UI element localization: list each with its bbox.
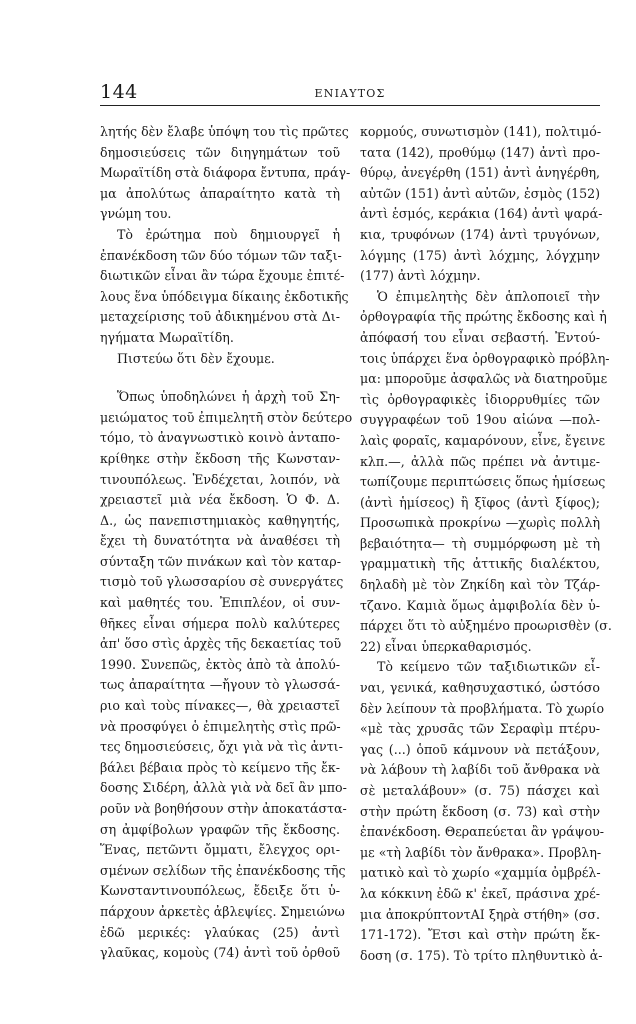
text-line: γραμματικὴ τῆς ἀττικῆς διαλέκτου, [360, 556, 600, 572]
text-line: ἀπόφασή του εἶναι σεβαστή. Ἐντού- [360, 329, 600, 345]
paragraph [360, 122, 603, 287]
text-line: τζανο. Καμιὰ ὅμως ἀμφιβολία δὲν ὑ- [360, 597, 600, 613]
text-line: 171-172). Ἔτσι καὶ στὴν πρώτη ἔκ- [360, 927, 600, 943]
text-line: Τὸ ἐρώτημα ποὺ δημιουργεῖ ἡ [117, 226, 340, 242]
text-line: νὰ λάβουν τὴ λαβίδι τοῦ ἄνθρακα νὰ [360, 762, 600, 778]
left-column [100, 122, 353, 964]
text-line: μειώματος τοῦ ἐπιμελητῆ στὸν δεύτερο [100, 409, 353, 425]
text-line: τατα (142), προθύμῳ (147) ἀντὶ προ- [360, 144, 600, 160]
text-line: με «τὴ λαβίδι τὸν ἄνθρακα». Προβλη- [360, 844, 602, 860]
text-line: ἀντὶ ἑσμός, κεράκια (164) ἀντὶ ψαρά- [360, 206, 603, 222]
text-line: Ὁ ἐπιμελητὴς δὲν ἁπλοποιεῖ τὴν [377, 288, 600, 304]
text-line: συγγραφέων τοῦ 19ου αἰώνα —πολ- [360, 412, 600, 428]
paragraph-gap [100, 369, 340, 387]
text-line: τωπίζουμε περιπτώσεις ὅπως ἡμίσεως [360, 474, 606, 490]
paragraph [100, 387, 353, 964]
text-line: σύνταξη τῶν πινάκων καὶ τὸν καταρ- [100, 553, 341, 569]
text-line: Προσωπικὰ προκρίνω —χωρὶς πολλὴ [360, 515, 600, 531]
text-line: Πιστεύω ὅτι δὲν ἔχουμε. [117, 350, 275, 366]
text-line: ση ἀμφίβολων γραφῶν τῆς ἔκδοσης. [100, 821, 340, 837]
text-line: γνώμη του. [100, 206, 172, 222]
paragraph [360, 657, 605, 966]
text-line: τες δημοσιεύσεις, ὄχι γιὰ νὰ τὶς ἀντι- [100, 739, 343, 755]
text-line: λόγμης (175) ἀντὶ λόχμης, λόγχμην [360, 247, 600, 263]
right-column [360, 122, 612, 966]
text-line: τισμὸ τοῦ γλωσσαρίου σὲ συνεργάτες [100, 574, 344, 590]
page-header [100, 81, 600, 105]
text-line: κορμούς, συνωτισμὸν (141), πολτιμό- [360, 124, 602, 139]
text-line: μα ἀπολύτως ἀπαραίτητο κατὰ τὴ [100, 185, 340, 201]
text-line: ἐπανέκδοση τῶν δύο τόμων τῶν ταξι- [100, 247, 342, 263]
text-line: διωτικῶν εἶναι ἂν τώρα ἔχουμε ἐπιτέ- [100, 268, 345, 284]
text-line: ὀρθογραφία τῆς πρώτης ἔκδοσης καὶ ἡ [360, 309, 607, 325]
text-line: Ἕνας, πετῶντι ὄμματι, ἔλεγχος ορι- [100, 842, 340, 858]
text-line: λαὶς φοραῖς, καμαρόνουν, εἶνε, ἔγεινε [360, 432, 605, 448]
paragraph [360, 287, 612, 658]
text-line: δὲν λείπουν τὰ προβλήματα. Τὸ χωρίο [360, 700, 605, 716]
text-line: τινουπόλεως. Ἐνδέχεται, λοιπόν, νὰ [100, 471, 340, 487]
running-head: ΕΝΙΑΥΤΟΣ [314, 87, 386, 100]
text-line: βάλει βέβαια πρὸς τὸ κείμενο τῆς ἔκ- [100, 759, 340, 775]
text-line: ἐδῶ μερικές: γλαύκας (25) ἀντὶ [100, 924, 340, 940]
paragraph [100, 349, 340, 370]
paragraph [100, 122, 351, 225]
text-line: ματικὸ καὶ τὸ χωρίο «χαμμία ὀμβρέλ- [360, 865, 601, 881]
text-line: κια, τρυφόνων (174) ἀντὶ τρυγόνων, [360, 226, 600, 242]
text-line: μα: μποροῦμε ἀσφαλῶς νὰ διατηροῦμε [360, 371, 608, 387]
text-line: «μὲ τὰς χρυσᾶς τῶν Σεραφὶμ πτέρυ- [360, 721, 600, 737]
text-line: σμένων σελίδων τῆς ἐπανέκδοσης τῆς [100, 862, 346, 878]
text-line: ναι, γενικά, καθησυχαστικό, ὡστόσο [360, 680, 600, 696]
text-line: δοσης Σιδέρη, ἀλλὰ γιὰ νὰ δεῖ ἂν μπο- [100, 780, 347, 796]
text-line: αὐτῶν (151) ἀντὶ αὐτῶν, ἐσμὸς (152) [360, 185, 601, 201]
text-line: Δ., ὡς πανεπιστημιακὸς καθηγητής, [100, 512, 340, 528]
text-line: στὴν πρώτη ἔκδοση (σ. 73) καὶ στὴν [360, 803, 600, 819]
text-line: γλαῦκας, κομοὺς (74) ἀντὶ τοῦ ὀρθοῦ [100, 945, 340, 961]
text-line: κλπ.—, ἀλλὰ πῶς πρέπει νὰ ἀντιμε- [360, 453, 600, 469]
paragraph [100, 225, 349, 349]
text-line: μια ἀποκρύπτοντΑΙ ξηρὰ στήθη» (σσ. [360, 906, 600, 922]
text-line: κρίθηκε στὴν ἔκδοση τῆς Κωνσταν- [100, 450, 340, 466]
text-line: τως ἀπαραίτητα —ἤγουν τὸ γλωσσά- [100, 677, 340, 693]
text-line: θύρῳ, ἀνεγέρθη (151) ἀντὶ ἀνηγέρθη, [360, 165, 600, 181]
text-line: Μωραϊτίδη στὰ διάφορα ἔντυπα, πράγ- [100, 165, 351, 181]
text-line: ἐπανέκδοση. Θεραπεύεται ἂν γράψου- [360, 824, 605, 840]
text-line: 1990. Συνεπῶς, ἐκτὸς ἀπὸ τὰ ἀπολύ- [100, 656, 340, 672]
text-line: πάρχουν ἀρκετὲς ἀβλεψίες. Σημειώνω [100, 903, 345, 919]
text-line: δηλαδὴ μὲ τὸν Ζηκίδη καὶ τὸν Τζάρ- [360, 577, 600, 593]
text-line: (177) ἀντὶ λόχμην. [360, 268, 481, 284]
text-line: νὰ προσφύγει ὁ ἐπιμελητὴς στὶς πρῶ- [100, 718, 341, 734]
text-line: ηγήματα Μωραϊτίδη. [100, 329, 234, 345]
header-rule [100, 105, 600, 106]
text-line: βεβαιότητα— τὴ συμμόρφωση μὲ τὴ [360, 535, 600, 551]
text-line: τόμο, τὸ ἀναγνωστικὸ κοινὸ ἀνταπο- [100, 430, 340, 446]
text-line: Κωνσταντινουπόλεως, ἔδειξε ὅτι ὑ- [100, 883, 340, 899]
text-line: πάρχει ὅτι τὸ αὐξημένο προωρισθὲν (σ. [360, 618, 612, 634]
text-line: λητής δὲν ἔλαβε ὑπόψη του τὶς πρῶτες [100, 124, 349, 139]
text-line: θῆκες εἶναι σήμερα πολὺ καλύτερες [100, 615, 340, 631]
text-line: γας (...) ὁποῦ κάμνουν νὰ πετάξουν, [360, 741, 600, 757]
text-line: καὶ μαθητές του. Ἐπιπλέον, οἱ συν- [100, 595, 340, 611]
text-line: 22) εἶναι ὑπερκαθαρισμός. [360, 638, 532, 654]
text-line: λα κόκκινη ἐδῶ κ' ἐκεῖ, πράσινα χρέ- [360, 885, 600, 901]
text-line: ροῦν νὰ βοηθήσουν στὴν ἀποκατάστα- [100, 801, 347, 816]
text-line: τοις ὑπάρχει ἕνα ὀρθογραφικὸ πρόβλη- [360, 350, 610, 366]
text-line: ἔχει τὴ δυνατότητα νὰ ἀναθέσει τὴ [100, 533, 340, 549]
text-line: δημοσιεύσεις τῶν διηγημάτων τοῦ [100, 144, 340, 160]
text-line: Ὅπως ὑποδηλώνει ἡ ἀρχὴ τοῦ Ση- [117, 389, 340, 405]
page-number: 144 [100, 81, 138, 103]
text-line: Τὸ κείμενο τῶν ταξιδιωτικῶν εἶ- [377, 659, 600, 675]
text-line: λους ἕνα ὑπόδειγμα δίκαιης ἐκδοτικῆς [100, 288, 349, 304]
text-line: δοση (σ. 175). Τὸ τρίτο πληθυντικὸ ἀ- [360, 947, 603, 963]
text-line: σὲ μεταλάβουν» (σ. 75) πάσχει καὶ [360, 783, 600, 798]
text-line: μεταχείρισης τοῦ ἀδικημένου στὰ Δι- [100, 309, 340, 325]
text-line: ἀπ' ὅσο στὶς ἀρχὲς τῆς δεκαετίας τοῦ [100, 636, 342, 652]
text-line: τὶς ὀρθογραφικὲς ἰδιορρυθμίες τῶν [360, 391, 600, 407]
text-line: (ἀντὶ ἡμίσεος) ἢ ξῖφος (ἀντὶ ξίφος); [360, 494, 600, 510]
text-line: ριο καὶ τοὺς πίνακες—, θὰ χρειαστεῖ [100, 698, 340, 714]
text-line: χρειαστεῖ μιὰ νέα ἔκδοση. Ὁ Φ. Δ. [100, 492, 340, 508]
